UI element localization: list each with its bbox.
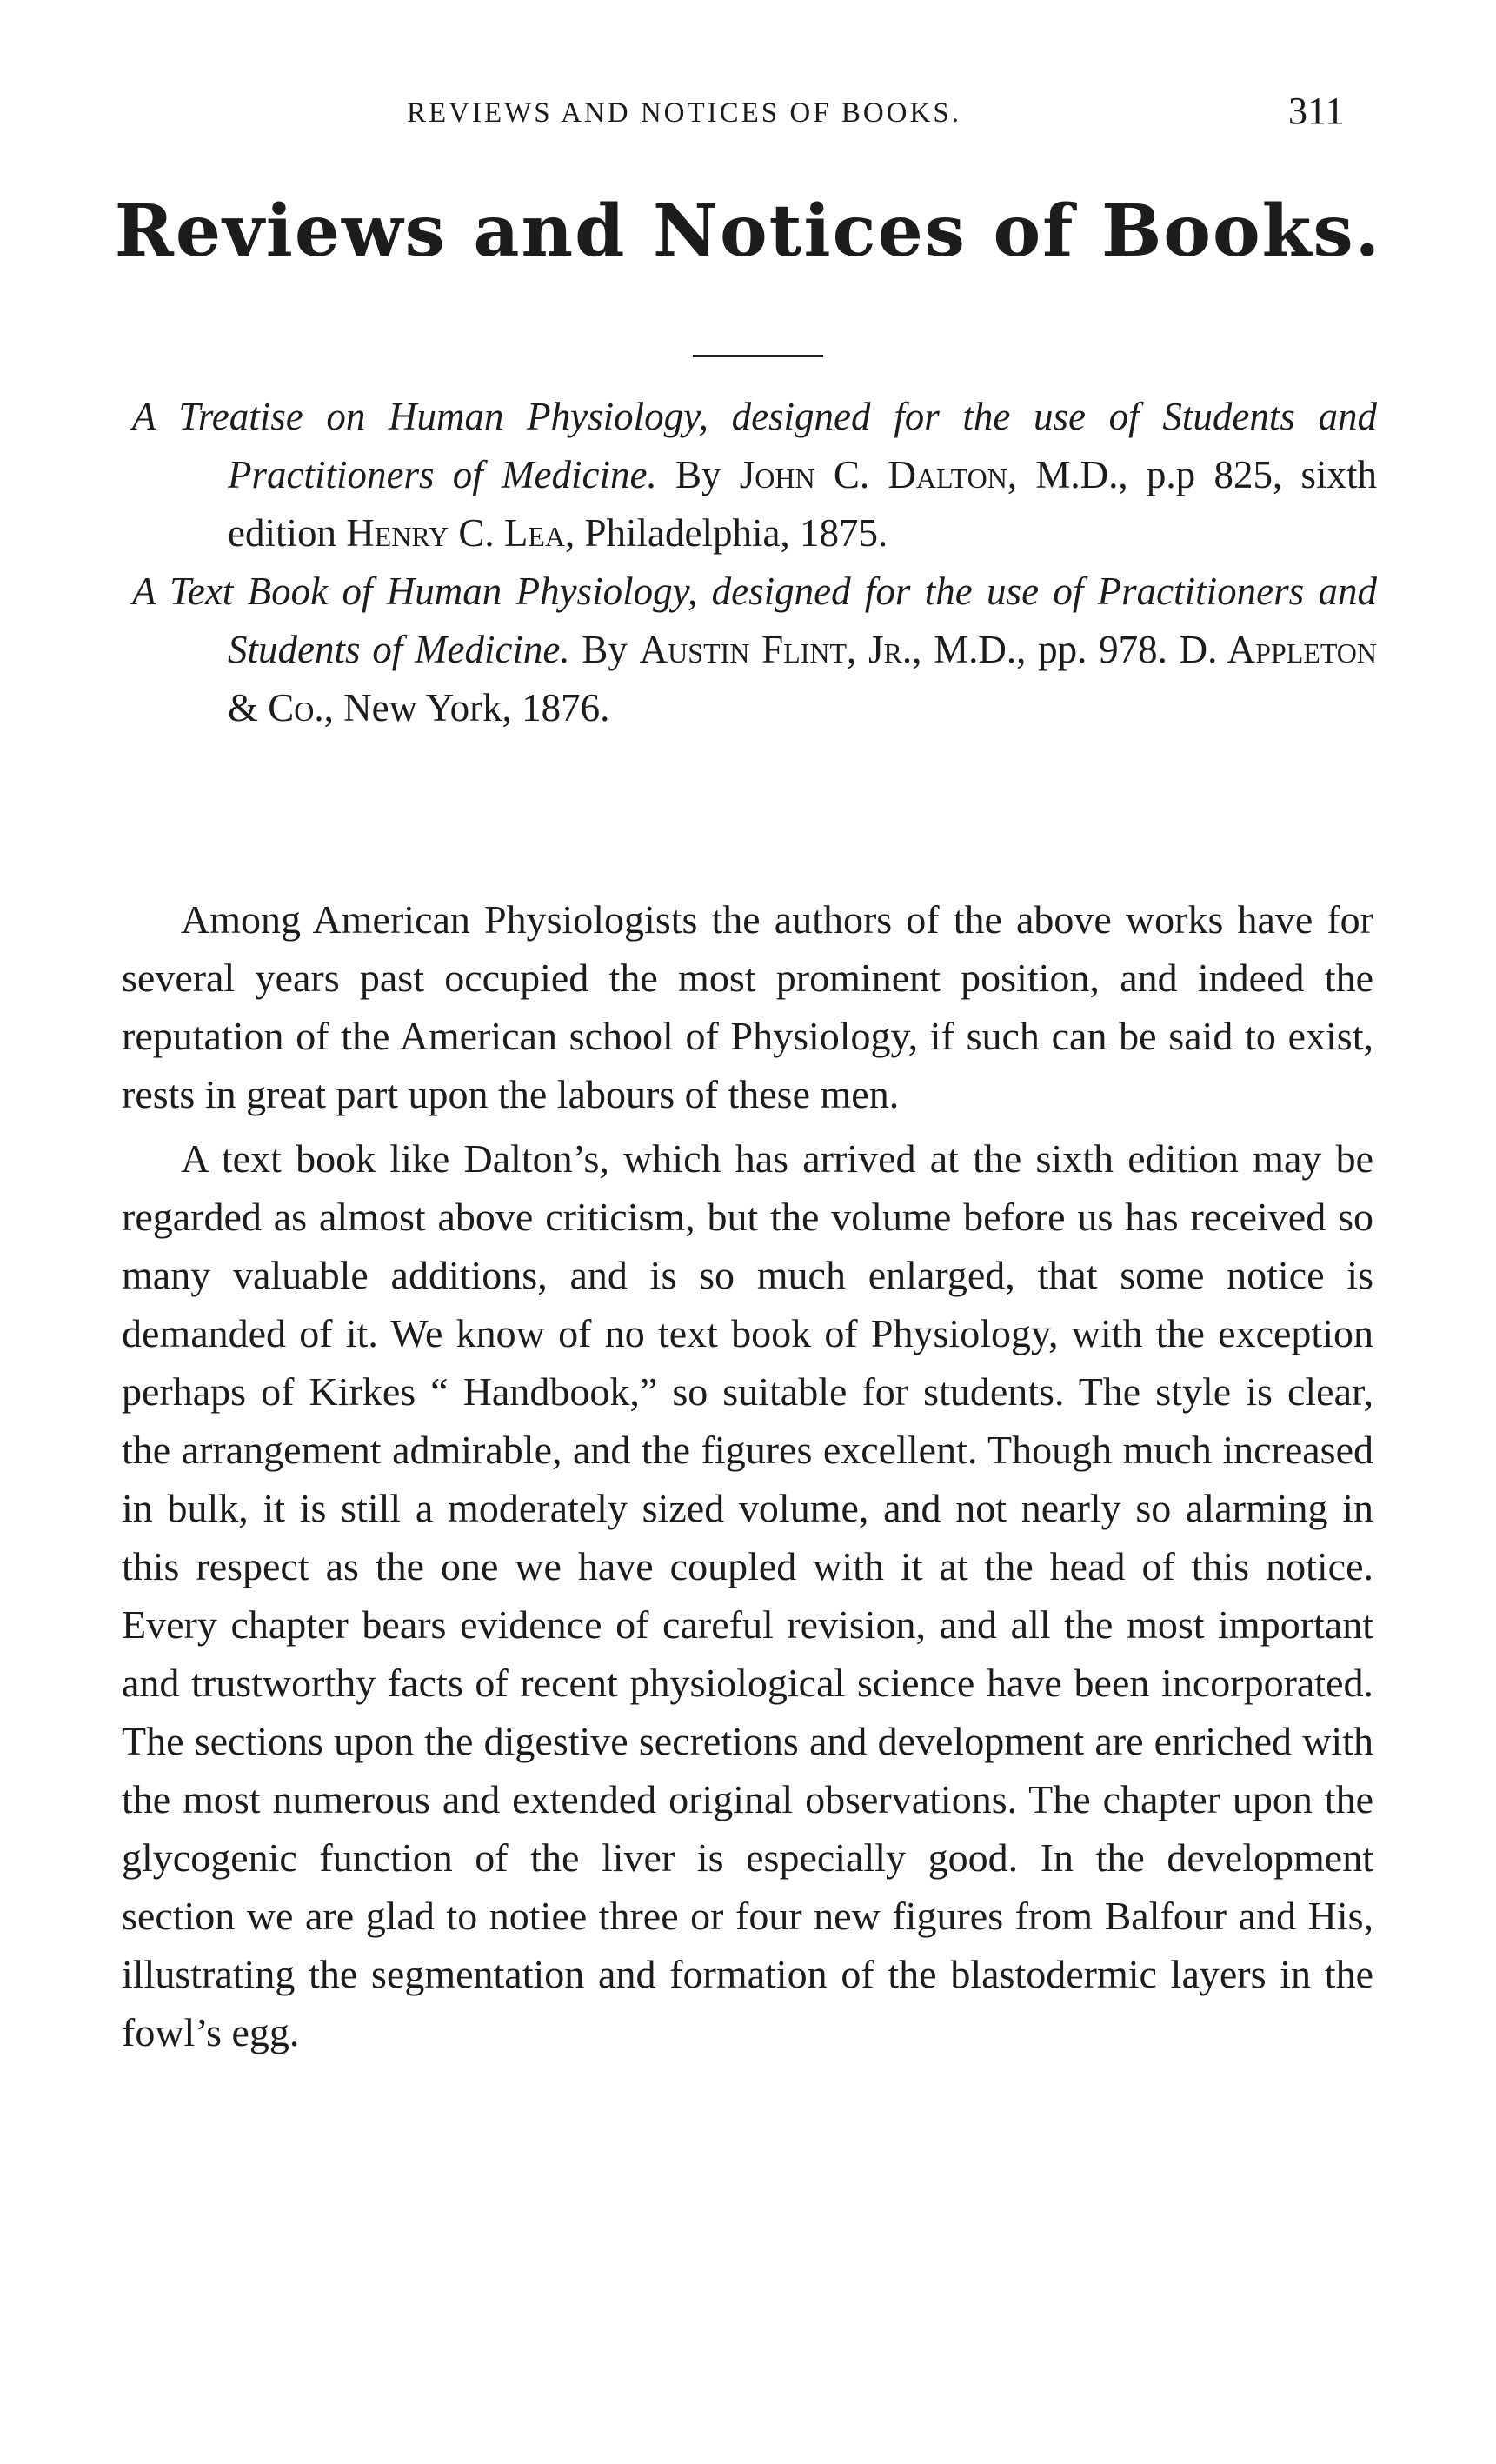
book-entry (132, 388, 1377, 563)
review-body (122, 890, 1373, 2068)
book-entries (132, 388, 1377, 737)
book-publisher: Henry C. Lea (346, 511, 565, 555)
book-author: Austin Flint, Jr., M.D. (639, 628, 1017, 671)
page-number: 311 (1288, 90, 1345, 132)
book-author: John C. Dalton, M.D. (739, 453, 1119, 496)
heading-divider (693, 355, 823, 357)
book-place-date: , New York, 1876. (323, 686, 610, 729)
book-title: A Treatise on Human Physiology, designed for the use of Students and Practitioners of Medicine. (132, 395, 1377, 496)
section-heading: Reviews and Notices of Books. (114, 190, 1382, 273)
running-head (0, 87, 1496, 139)
running-head-title: REVIEWS AND NOTICES OF BOOKS. (407, 97, 961, 129)
book-place-date: , Philadelphia, 1875. (564, 511, 888, 555)
body-paragraph: A text book like Dalton’s, which has arrived at the sixth edition may be regarded as almost above criticism, but the volume before us has received so many valuable additions, and is so much enlarged, that some notice is demanded of it. We know of no text book of Physiology, with the exception perhaps of Kirkes “ Handbook,” so suitable for students. The style is clear, the arrangement admirable, and the figures excellent. Though much increased in bulk, it is still a moderately sized volume, and not nearly so alarming in this respect as the one we have coupled with it at the head of this notice. Every chapter bears evidence of careful revision, and all the most important and trustworthy facts of recent physiological science have been incorporated. The sections upon the digestive secretions and development are enriched with the most numerous and extended original observations. The chapter upon the glycogenic function of the liver is especially good. In the development section we are glad to notiee three or four new figures from Balfour and His, illustrating the segmentation and formation of the blastodermic layers in the fowl’s egg. (122, 1136, 1373, 2054)
book-entry (132, 563, 1377, 737)
book-publisher: D. Appleton & Co. (228, 628, 1378, 729)
book-details: , p.p 825, sixth edition (228, 453, 1377, 555)
body-paragraph: Among American Physiologists the authors of the above works have for several years past occupied the most prominent position, and indeed the reputation of the American school of Physiology, if such can be said to exist, rests in great part upon the labours of these men. (122, 897, 1373, 1116)
book-details: , pp. 978. (1016, 628, 1167, 671)
book-by: By (675, 453, 721, 496)
book-by: By (582, 628, 628, 671)
book-title: A Text Book of Human Physiology, designed for the use of Practitioners and Students of Medicine. (132, 569, 1377, 671)
